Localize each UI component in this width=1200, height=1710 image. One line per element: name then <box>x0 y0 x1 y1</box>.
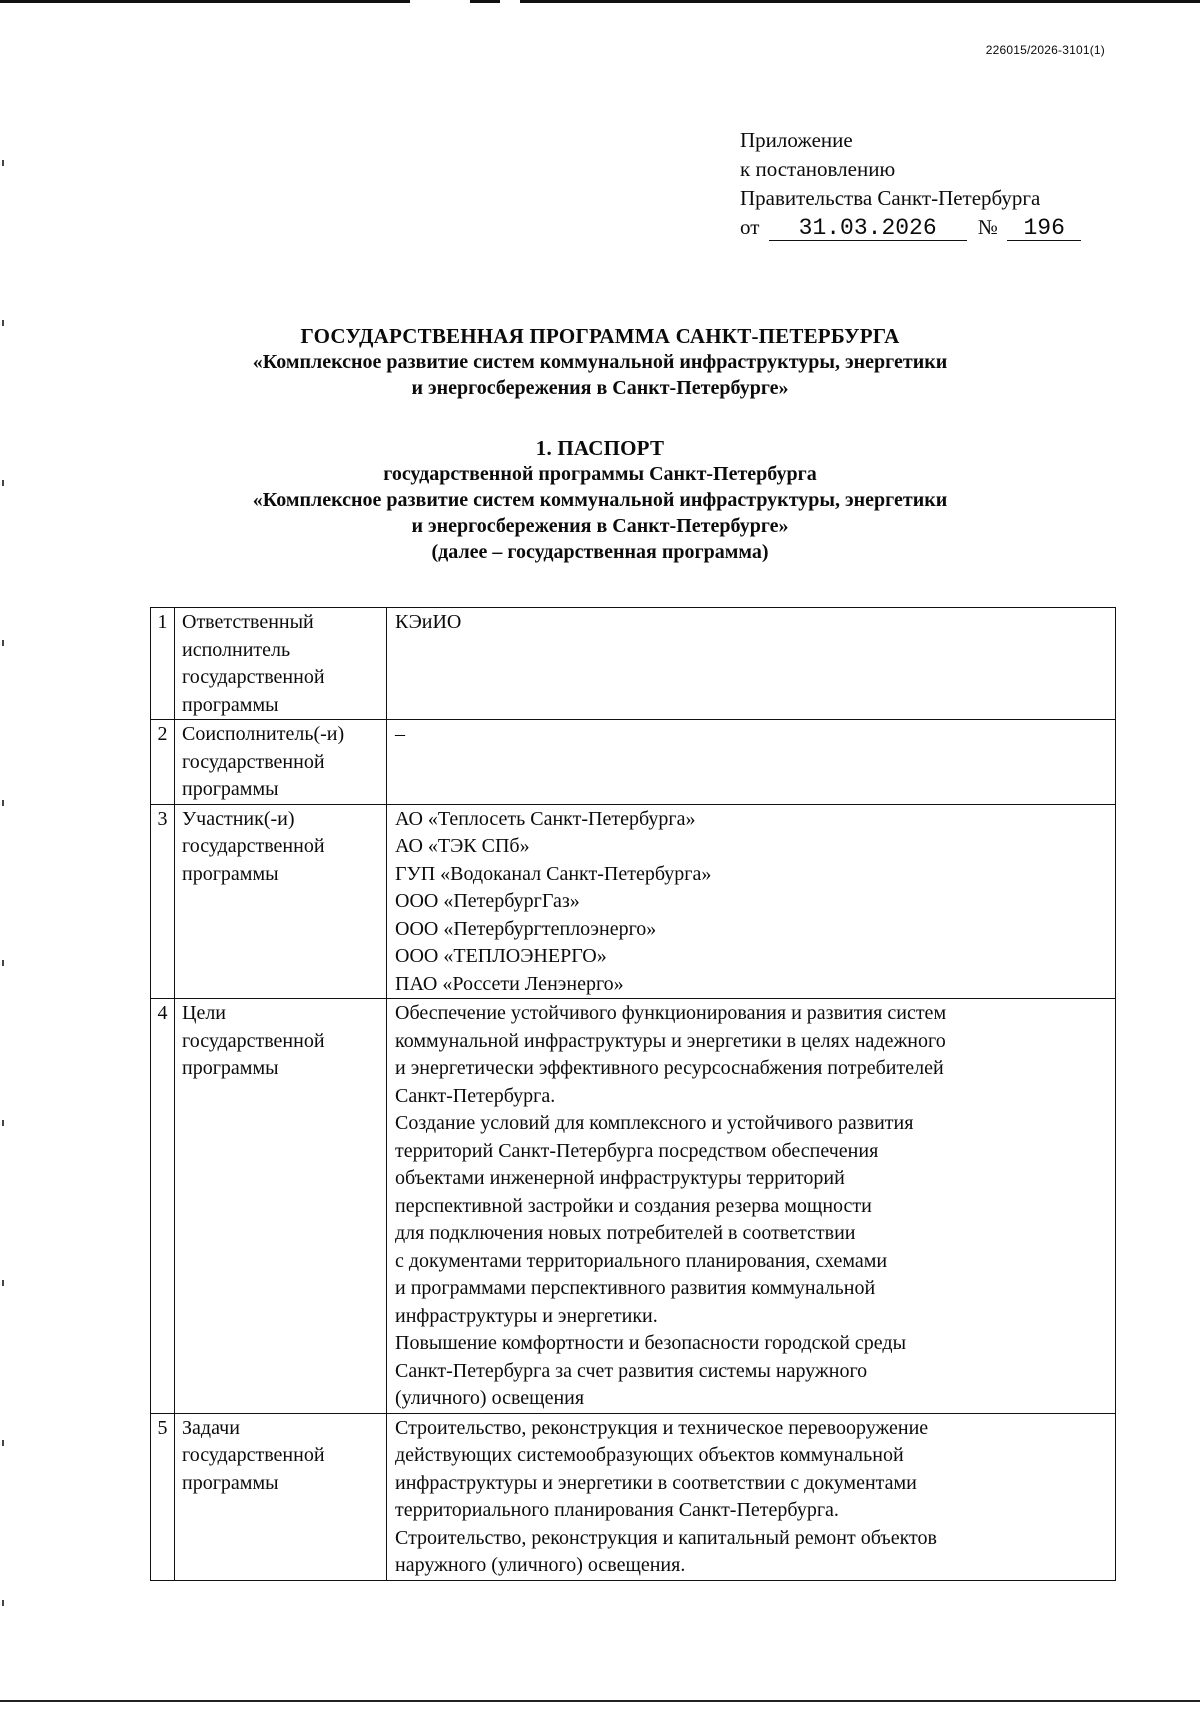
table-row <box>151 1413 1116 1580</box>
row-number: 5 <box>151 1413 175 1580</box>
row-value-line: действующих системообразующих объектов коммунальной <box>395 1444 904 1466</box>
row-value-line: наружного (уличного) освещения. <box>395 1554 686 1576</box>
row-label <box>175 720 387 805</box>
row-number: 2 <box>151 720 175 805</box>
appendix-line-3: Правительства Санкт-Петербурга <box>740 186 1041 210</box>
row-value-line: инфраструктуры и энергетики. <box>395 1304 658 1327</box>
row-label-line: программы <box>182 778 279 800</box>
row-value-line: и энергетически эффективного ресурсоснабжения потребителей <box>395 1057 944 1079</box>
program-title-line-1: ГОСУДАРСТВЕННАЯ ПРОГРАММА САНКТ-ПЕТЕРБУРГА <box>300 324 900 348</box>
resolution-number: 196 <box>1007 216 1081 241</box>
passport-title-line-1: 1. ПАСПОРТ <box>535 436 665 460</box>
row-label-line: программы <box>182 1471 279 1494</box>
row-value-line: для подключения новых потребителей в соответствии <box>395 1222 856 1244</box>
program-title-line-3: и энергосбережения в Санкт-Петербурге» <box>411 377 789 399</box>
row-value-line: ПАО «Россети Ленэнерго» <box>395 972 624 995</box>
passport-title-line-4: и энергосбережения в Санкт-Петербурге» <box>411 515 789 537</box>
table-row <box>151 804 1116 999</box>
row-value-line: ООО «ТЕПЛОЭНЕРГО» <box>395 945 607 967</box>
appendix-header <box>740 126 1081 242</box>
appendix-date-row <box>740 213 1081 242</box>
row-value <box>387 804 1116 999</box>
row-label-line: государственной <box>182 1029 325 1052</box>
program-title <box>0 323 1200 401</box>
row-value-line: ГУП «Водоканал Санкт-Петербурга» <box>395 862 712 885</box>
row-label <box>175 608 387 720</box>
table-row <box>151 720 1116 805</box>
row-value-line: инфраструктуры и энергетики в соответствии с документами <box>395 1471 917 1494</box>
row-value-line: – <box>395 723 405 745</box>
scan-bottom-edge <box>0 1700 1200 1702</box>
row-label-line: Участник(-и) <box>182 807 295 830</box>
row-label <box>175 804 387 999</box>
row-value-line: АО «ТЭК СПб» <box>395 835 530 857</box>
row-label-line: программы <box>182 693 279 716</box>
row-label-line: Соисполнитель(-и) <box>182 723 345 745</box>
row-label-line: программы <box>182 862 279 885</box>
row-value <box>387 1413 1116 1580</box>
row-value-line: Строительство, реконструкция и техническое перевооружение <box>395 1416 929 1439</box>
row-value-line: Строительство, реконструкция и капитальный ремонт объектов <box>395 1526 937 1549</box>
from-label: от <box>740 215 760 239</box>
row-label-line: исполнитель <box>182 638 291 661</box>
row-value-line: коммунальной инфраструктуры и энергетики в целях надежного <box>395 1029 946 1052</box>
row-label <box>175 1413 387 1580</box>
row-value-line: (уличного) освещения <box>395 1387 585 1409</box>
row-value-line: с документами территориального планирования, схемами <box>395 1249 888 1272</box>
table-row <box>151 608 1116 720</box>
row-number: 3 <box>151 804 175 999</box>
row-value-line: АО «Теплосеть Санкт-Петербурга» <box>395 807 696 830</box>
row-label <box>175 999 387 1414</box>
row-value-line: объектами инженерной инфраструктуры территорий <box>395 1167 845 1189</box>
row-value-line: Санкт-Петербурга за счет развития системы наружного <box>395 1359 868 1382</box>
number-sign: № <box>977 215 998 239</box>
row-value-line: территорий Санкт-Петербурга посредством обеспечения <box>395 1139 879 1162</box>
row-value-line: Повышение комфортности и безопасности городской среды <box>395 1332 907 1354</box>
appendix-line-1: Приложение <box>740 128 853 152</box>
row-value-line: КЭиИО <box>395 611 462 633</box>
passport-table <box>150 607 1116 1581</box>
passport-title <box>0 435 1200 565</box>
row-label-line: государственной <box>182 1444 325 1466</box>
passport-title-line-5: (далее – государственная программа) <box>431 541 769 563</box>
row-label-line: Ответственный <box>182 611 314 633</box>
row-label-line: государственной <box>182 750 325 773</box>
row-value <box>387 720 1116 805</box>
row-value-line: и программами перспективного развития коммунальной <box>395 1277 876 1299</box>
row-value-line: перспективной застройки и создания резерва мощности <box>395 1194 872 1217</box>
row-number: 1 <box>151 608 175 720</box>
row-label-line: программы <box>182 1057 279 1079</box>
row-value-line: Обеспечение устойчивого функционирования и развития систем <box>395 1002 947 1024</box>
passport-title-line-3: «Комплексное развитие систем коммунальной инфраструктуры, энергетики <box>252 489 948 511</box>
row-value-line: Создание условий для комплексного и устойчивого развития <box>395 1112 914 1134</box>
scan-top-edge <box>0 0 1200 3</box>
program-title-line-2: «Комплексное развитие систем коммунальной инфраструктуры, энергетики <box>252 351 948 373</box>
row-value-line: ООО «Петербургтеплоэнерго» <box>395 917 657 940</box>
row-label-line: Задачи <box>182 1416 240 1439</box>
document-id: 226015/2026-3101(1) <box>985 43 1105 57</box>
table-row <box>151 999 1116 1414</box>
row-label-line: государственной <box>182 835 325 857</box>
passport-title-line-2: государственной программы Санкт-Петербурга <box>383 463 817 485</box>
row-value <box>387 608 1116 720</box>
appendix-line-2: к постановлению <box>740 157 896 181</box>
row-label-line: государственной <box>182 666 325 688</box>
row-value-line: Санкт-Петербурга. <box>395 1084 556 1107</box>
row-number: 4 <box>151 999 175 1414</box>
row-value-line: территориального планирования Санкт-Петербурга. <box>395 1499 839 1521</box>
row-value <box>387 999 1116 1414</box>
row-value-line: ООО «ПетербургГаз» <box>395 890 580 912</box>
resolution-date: 31.03.2026 <box>769 216 967 241</box>
row-label-line: Цели <box>182 1002 227 1024</box>
